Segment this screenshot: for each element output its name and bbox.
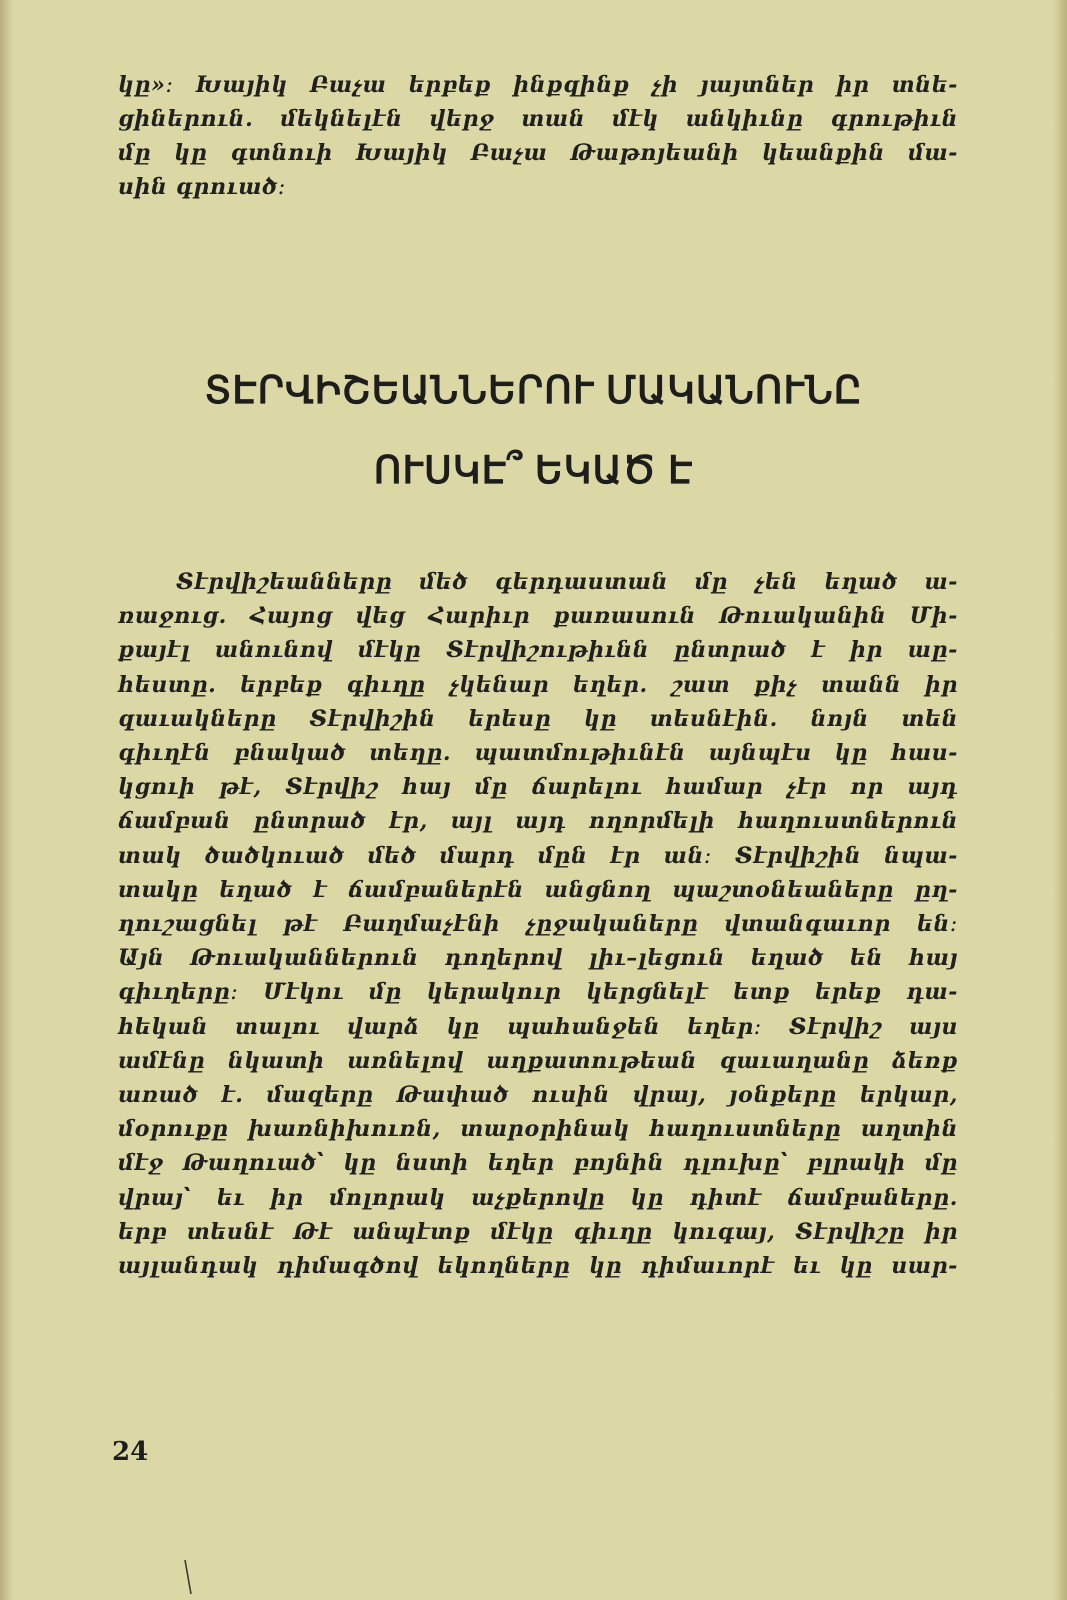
text-line: գիւղերը։ Մէկու մը կերակուր կերցնելէ ետք երեք դա- bbox=[118, 979, 958, 1006]
page-number: 24 bbox=[112, 1437, 149, 1467]
text-line: կցուի թէ, Տէրվիշ հայ մը ճարելու համար չէր որ այդ bbox=[118, 774, 958, 801]
opening-paragraph bbox=[118, 68, 958, 204]
text-line: ցիներուն․ մեկնելէն վերջ տան մէկ անկիւնը գրութիւն bbox=[118, 106, 958, 132]
chapter-title-line-1: ՏԷՐՎԻՇԵԱՆՆԵՐՈՒ ՄԱԿԱՆՈՒՆԸ bbox=[204, 370, 863, 412]
text-line: մը կը գտնուի Խայիկ Բաչա Թաթոյեանի կեանքին մա- bbox=[118, 140, 958, 166]
chapter-title-line-2: ՈՒՍԿԷ՞ ԵԿԱԾ Է bbox=[373, 450, 694, 492]
text-line: Այն Թուականներուն դողերով լիւ–լեցուն եղած են հայ bbox=[118, 945, 958, 972]
text-line: հեստը․ երբեք գիւղը չկենար եղեր․ շատ քիչ տանն իր bbox=[118, 671, 958, 698]
page-edge-right bbox=[1053, 0, 1067, 1600]
text-line: ղուշացնել թէ Բաղմաչէնի չըջակաները վտանգաւոր են։ bbox=[118, 911, 958, 938]
text-line: երբ տեսնէ Թէ անպէտք մէկը գիւղը կուգայ, Տէրվիշը իր bbox=[118, 1218, 958, 1245]
text-line: տակը եղած է ճամբաներէն անցնող պաշտօնեաները ըղ- bbox=[118, 876, 958, 903]
text-line: հեկան տալու վարձ կը պահանջեն եղեր։ Տէրվիշ այս bbox=[118, 1013, 958, 1040]
text-line: գիւղէն բնակած տեղը․ պատմութիւնէն այնպէս կը հաս- bbox=[118, 740, 958, 767]
stray-mark bbox=[183, 1560, 195, 1596]
text-line: ճամբան ընտրած էր, այլ այդ ողորմելի հաղուստներուն bbox=[118, 808, 958, 835]
text-line: այլանդակ դիմագծով եկողները կը դիմաւորէ եւ կը սար- bbox=[118, 1253, 958, 1280]
page-edge-left bbox=[0, 0, 14, 1600]
text-line: սին գրուած։ bbox=[118, 174, 286, 200]
text-line: քայէլ անունով մէկը Տէրվիշութիւնն ընտրած է իր աը- bbox=[118, 637, 958, 664]
text-line: ամէնը նկատի առնելով աղքատութեան զաւաղանը ձեռք bbox=[118, 1047, 958, 1074]
text-line: զաւակները Տէրվիշին երեսը կը տեսնէին․ նոյն տեն bbox=[118, 705, 958, 732]
text-line: կը»։ Խայիկ Բաչա երբեք ինքզինք չի յայտներ իր տնե- bbox=[118, 72, 958, 98]
text-line: մօրուքը խառնիխուռն, տարօրինակ հաղուստները աղտին bbox=[118, 1116, 958, 1143]
text-line: ռաջուց․ Հայոց վեց Հարիւր քառասուն Թուականին Մի- bbox=[118, 603, 958, 630]
text-line: տակ ծածկուած մեծ մարդ մըն էր ան։ Տէրվիշին նպա- bbox=[118, 842, 958, 869]
text-line: վրայ՝ եւ իր մոլորակ աչքերովը կը դիտէ ճամբաները․ bbox=[118, 1184, 958, 1211]
text-line: առած է․ մազերը Թափած ուսին վրայ, յօնքերը երկար, bbox=[118, 1082, 958, 1109]
body-paragraph bbox=[118, 565, 958, 1283]
text-line: Տէրվիշեանները մեծ գերդաստան մը չեն եղած ա- bbox=[176, 569, 958, 595]
text-line: մէջ Թաղուած՝ կը նստի եղեր բոյնին դլուխը՝ բլրակի մը bbox=[118, 1150, 958, 1177]
